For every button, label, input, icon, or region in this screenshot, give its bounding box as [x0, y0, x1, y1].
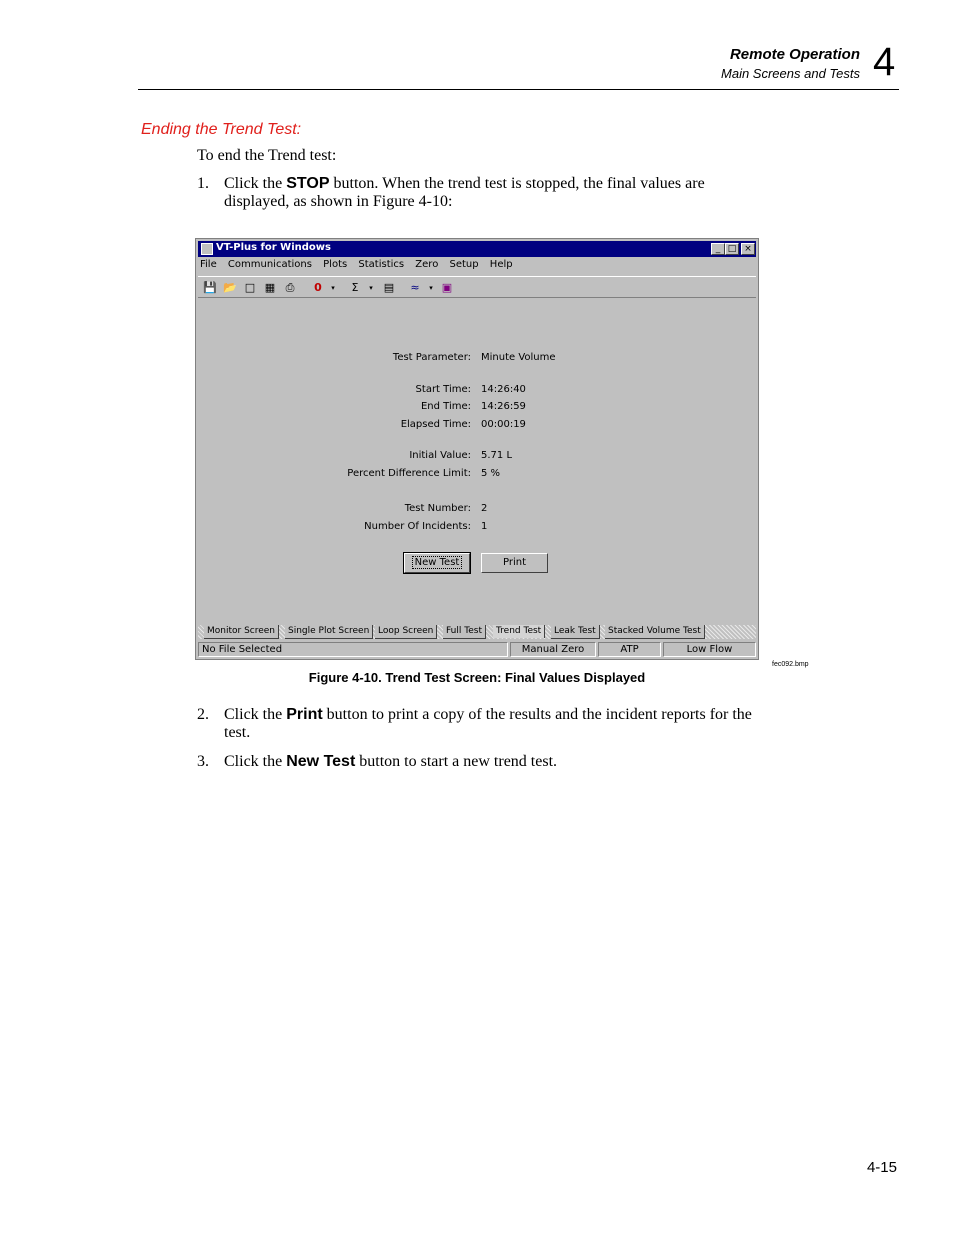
step-2-text: Click the Print button to print a copy of the results and the incident reports for the — [224, 706, 752, 723]
trend-test-results-panel — [198, 299, 756, 623]
field-value: 00:00:19 — [481, 419, 526, 430]
menu-plots[interactable]: Plots — [323, 259, 348, 270]
tab-leak-test[interactable]: Leak Test — [551, 625, 600, 639]
intro-text: To end the Trend test: — [197, 147, 337, 164]
field-label: Test Number: — [404, 503, 471, 514]
new-file-icon[interactable]: □ — [244, 281, 256, 294]
app-window-screenshot — [195, 238, 759, 660]
close-button[interactable]: × — [741, 243, 755, 255]
field-value: Minute Volume — [481, 352, 556, 363]
field-label: End Time: — [420, 401, 471, 412]
data-grid-icon[interactable]: ▦ — [264, 281, 276, 294]
field-value: 5.71 L — [481, 450, 513, 461]
menu-bar — [200, 259, 521, 275]
menu-setup[interactable]: Setup — [449, 259, 479, 270]
field-label: Start Time: — [415, 384, 471, 395]
maximize-button[interactable]: □ — [725, 243, 739, 255]
page-number: 4-15 — [866, 1159, 897, 1176]
tab-stacked-volume-test[interactable]: Stacked Volume Test — [605, 625, 705, 639]
title-bar — [198, 241, 756, 257]
figure-filename: fec092.bmp — [772, 661, 809, 668]
menu-statistics[interactable]: Statistics — [358, 259, 405, 270]
running-header-title: Remote Operation — [729, 46, 860, 63]
menu-help[interactable]: Help — [489, 259, 513, 270]
chapter-number: 4 — [873, 40, 896, 84]
field-value: 14:26:59 — [481, 401, 526, 412]
section-heading: Ending the Trend Test: — [141, 121, 302, 138]
sigma-icon[interactable]: Σ — [351, 281, 359, 294]
waveform-icon[interactable]: ≈ — [410, 281, 420, 294]
minimize-button[interactable]: _ — [711, 243, 725, 255]
tab-single-plot-screen[interactable]: Single Plot Screen — [285, 625, 373, 639]
field-value: 14:26:40 — [481, 384, 526, 395]
new-test-button[interactable]: New Test — [404, 553, 470, 573]
field-value: 5 % — [481, 468, 501, 479]
window-title: VT-Plus for Windows — [216, 242, 331, 253]
graph-icon[interactable]: ▤ — [383, 281, 395, 294]
chart-icon[interactable]: ▣ — [441, 281, 453, 294]
status-atp: ATP — [598, 642, 661, 657]
tab-full-test[interactable]: Full Test — [443, 625, 486, 639]
status-manual-zero: Manual Zero — [510, 642, 596, 657]
print-icon[interactable]: ⎙ — [285, 281, 295, 294]
save-icon[interactable]: 💾 — [203, 281, 217, 294]
tab-trend-test[interactable]: Trend Test — [493, 625, 545, 638]
tab-monitor-screen[interactable]: Monitor Screen — [204, 625, 279, 639]
figure-caption: Figure 4-10. Trend Test Screen: Final Values Displayed — [308, 670, 646, 685]
menu-communications[interactable]: Communications — [227, 259, 312, 270]
step-3-number: 3. — [197, 753, 209, 770]
field-label: Number Of Incidents: — [364, 521, 471, 532]
step-1-text: Click the STOP button. When the trend test is stopped, the final values are — [224, 175, 705, 192]
waveform-dropdown-arrow-icon[interactable]: ▾ — [429, 284, 433, 292]
step-2-number: 2. — [197, 706, 209, 723]
open-folder-icon[interactable]: 📂 — [223, 281, 237, 294]
app-icon — [201, 243, 213, 255]
sigma-dropdown-arrow-icon[interactable]: ▾ — [369, 284, 373, 292]
step-2-text-cont: test. — [224, 724, 251, 741]
menu-zero[interactable]: Zero — [415, 259, 439, 270]
field-value: 1 — [481, 521, 488, 532]
screen-tabs — [198, 625, 756, 639]
step-1-text-cont: displayed, as shown in Figure 4-10: — [224, 193, 453, 210]
print-button[interactable]: Print — [481, 553, 548, 573]
zero-icon[interactable]: 0 — [314, 281, 322, 294]
field-label: Percent Difference Limit: — [347, 468, 471, 479]
header-rule — [138, 89, 899, 90]
field-value: 2 — [481, 503, 488, 514]
status-low-flow: Low Flow — [663, 642, 756, 657]
tab-loop-screen[interactable]: Loop Screen — [375, 625, 437, 639]
field-label: Elapsed Time: — [400, 419, 471, 430]
status-bar — [198, 642, 756, 657]
status-file: No File Selected — [198, 642, 508, 657]
field-label: Test Parameter: — [392, 352, 471, 363]
field-label: Initial Value: — [409, 450, 471, 461]
menu-file[interactable]: File — [200, 259, 217, 270]
step-1-number: 1. — [197, 175, 209, 192]
step-3-text: Click the New Test button to start a new trend test. — [224, 753, 558, 770]
toolbar — [198, 276, 756, 298]
running-header-subtitle: Main Screens and Tests — [721, 66, 860, 81]
zero-dropdown-arrow-icon[interactable]: ▾ — [331, 284, 335, 292]
